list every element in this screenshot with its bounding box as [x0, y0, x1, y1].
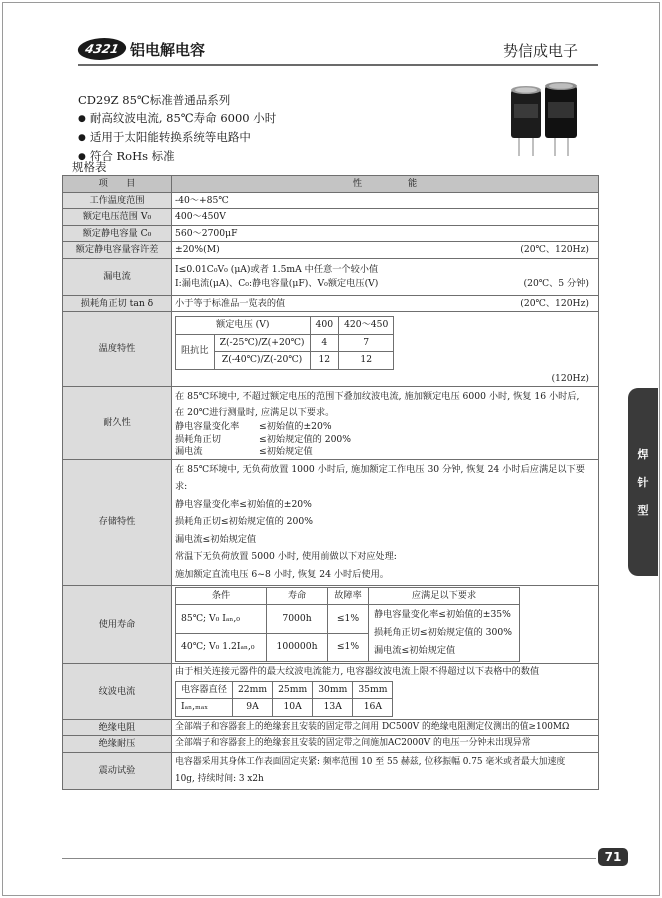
impedance-value: 7 [339, 334, 394, 352]
vibration-line: 电容器采用其身体工作表面固定夹紧: 频率范围 10 至 55 赫兹, 位移振幅 0.75 毫米或者最大加速度 [175, 756, 566, 767]
ripple-row-label: Iₐₙ,ₘₐₓ [176, 699, 233, 717]
impedance-condition: Z(-25℃)/Z(+20℃) [214, 334, 310, 352]
row-leakage [63, 258, 599, 295]
row-tan-delta [63, 295, 599, 312]
ripple-row [176, 699, 393, 717]
impedance-group-label: 阻抗比 [176, 334, 215, 369]
label-tan-delta: 损耗角正切 tan δ [63, 295, 172, 312]
category-tab-char: 针 [637, 476, 649, 489]
endurance-item [175, 446, 595, 459]
cell-leakage [172, 258, 599, 295]
endurance-item-name: 漏电流 [175, 446, 203, 457]
endurance-item-value: ≤初始规定值的 200% [259, 433, 352, 445]
storage-line: 漏电流≤初始规定值 [175, 533, 257, 545]
value-insulation-voltage: 全部端子和容器套上的绝缘套且安装的固定带之间施加AC2000V 的电压一分钟未出现异常 [172, 736, 599, 753]
row-temp-range [63, 192, 599, 209]
header-logo [78, 38, 205, 60]
feature-bullet: ● 符合 RoHs 标准 [78, 148, 276, 167]
label-insulation-resistance: 绝缘电阻 [63, 719, 172, 736]
impedance-header-420-450: 420～450 [339, 317, 394, 335]
storage-line: 在 85℃环境中, 无负荷放置 1000 小时后, 施加额定工作电压 30 分钟, 恢复 24 小时后应满足以下要 [175, 463, 585, 475]
impedance-header [176, 317, 394, 335]
label-endurance: 耐久性 [63, 387, 172, 460]
label-voltage-range: 额定电压范围 V₀ [63, 209, 172, 226]
vibration-line: 10g, 持续时间: 3 x2h [175, 773, 264, 784]
row-endurance [63, 387, 599, 460]
ripple-current: 16A [353, 699, 393, 717]
life-condition: 40℃; V₀ 1.2Iₐₙ,₀ [176, 633, 267, 662]
series-title: CD29Z 85℃标准普通品系列 [78, 93, 231, 107]
endurance-text: 在 85℃环境中, 不超过额定电压的范围下叠加纹波电流, 施加额定电压 6000 小时, 恢复 16 小时后, [175, 391, 580, 402]
label-ripple: 纹波电流 [63, 664, 172, 720]
impedance-ratio-table [175, 316, 394, 370]
storage-line: 求: [175, 481, 188, 493]
cond-tan-delta: (20℃、120Hz) [520, 297, 589, 309]
life-failure: ≤1% [328, 633, 369, 662]
row-cap-tolerance [63, 242, 599, 259]
header-performance: 性 能 [172, 176, 599, 193]
page-number: 71 [598, 848, 628, 866]
row-temp-char [63, 312, 599, 387]
spec-table-label: 规格表 [72, 160, 107, 174]
footer-divider [62, 858, 596, 859]
life-row [176, 605, 520, 634]
ripple-diameter: 25mm [273, 681, 313, 699]
endurance-item [175, 421, 595, 434]
ripple-diameter: 35mm [353, 681, 393, 699]
life-header-life: 寿命 [267, 587, 328, 605]
cond-cap-tolerance: (20℃、120Hz) [520, 244, 589, 255]
feature-bullet: ● 耐高纹波电流, 85℃寿命 6000 小时 [78, 110, 276, 129]
label-temp-range: 工作温度范围 [63, 192, 172, 209]
capacitor-photo [505, 82, 585, 162]
life-requirement: 静电容量变化率≤初始值的±35% [374, 609, 511, 621]
category-tab-char: 焊 [637, 448, 649, 461]
endurance-item-value: ≤初始规定值 [259, 446, 313, 457]
label-life: 使用寿命 [63, 585, 172, 664]
cell-tan-delta [172, 295, 599, 312]
impedance-condition: Z(-40℃)/Z(-20℃) [214, 352, 310, 370]
label-vibration: 震动试验 [63, 752, 172, 789]
impedance-value: 12 [310, 352, 339, 370]
value-cap-tolerance: ±20%(M) [175, 244, 220, 255]
label-capacitance-range: 额定静电容量 C₀ [63, 225, 172, 242]
ripple-current: 9A [232, 699, 272, 717]
row-voltage-range [63, 209, 599, 226]
cell-vibration [172, 752, 599, 789]
endurance-text: 在 20℃进行测量时, 应满足以下要求。 [175, 407, 335, 418]
cell-temp-char [172, 312, 599, 387]
label-storage: 存储特性 [63, 459, 172, 585]
row-life [63, 585, 599, 664]
cond-leakage: (20℃、5 分钟) [523, 277, 589, 289]
ripple-diameter: 30mm [313, 681, 353, 699]
logo-mark: 4321 [76, 38, 129, 60]
life-header-failure: 故障率 [328, 587, 369, 605]
life-requirement: 损耗角正切≤初始规定值的 300% [374, 627, 512, 639]
value-capacitance-range: 560～2700μF [172, 225, 599, 242]
ripple-current: 10A [273, 699, 313, 717]
endurance-item [175, 434, 595, 447]
endurance-item-name: 损耗角正切 [175, 433, 221, 445]
ripple-header-diameter: 电容器直径 [176, 681, 233, 699]
impedance-value: 12 [339, 352, 394, 370]
spec-header-row [63, 176, 599, 193]
row-storage [63, 459, 599, 585]
impedance-header-voltage: 额定电压 (V) [176, 317, 311, 335]
cell-life [172, 585, 599, 664]
series-intro [78, 92, 276, 167]
leakage-legend: I:漏电流(μA)、C₀:静电容量(μF)、V₀额定电压(V) [175, 277, 379, 289]
storage-line: 静电容量变化率≤初始值的±20% [175, 498, 312, 510]
ripple-diameter: 22mm [232, 681, 272, 699]
label-temp-char: 温度特性 [63, 312, 172, 387]
life-hours: 100000h [267, 633, 328, 662]
cell-storage [172, 459, 599, 585]
category-tab-char: 型 [637, 504, 649, 517]
feature-bullet: ● 适用于太阳能转换系统等电路中 [78, 129, 276, 148]
cell-cap-tolerance [172, 242, 599, 259]
row-ripple [63, 664, 599, 720]
storage-line: 施加额定直流电压 6~8 小时, 恢复 24 小时后使用。 [175, 569, 389, 581]
value-voltage-range: 400～450V [172, 209, 599, 226]
row-insulation-voltage [63, 736, 599, 753]
value-tan-delta: 小于等于标准品一览表的值 [175, 297, 286, 309]
row-vibration [63, 752, 599, 789]
life-failure: ≤1% [328, 605, 369, 634]
ripple-text: 由于相关连接元器件的最大纹波电流能力, 电容器纹波电流上限不得超过以下表格中的数值 [175, 666, 540, 678]
storage-line: 损耗角正切≤初始规定值的 200% [175, 516, 313, 528]
header-divider [78, 64, 598, 66]
life-requirements [369, 605, 520, 662]
label-insulation-voltage: 绝缘耐压 [63, 736, 172, 753]
spec-table [62, 175, 599, 790]
leakage-formula: I≤0.01C₀V₀ (μA)或者 1.5mA 中任意一个较小值 [175, 264, 379, 275]
life-header-condition: 条件 [176, 587, 267, 605]
impedance-header-400: 400 [310, 317, 339, 335]
header-title: 铝电解电容 [130, 40, 206, 59]
category-tab [628, 388, 658, 576]
label-cap-tolerance: 额定静电容量容许差 [63, 242, 172, 259]
row-insulation-resistance [63, 719, 599, 736]
brand-name: 势信成电子 [502, 42, 578, 60]
label-leakage: 漏电流 [63, 258, 172, 295]
life-requirement: 漏电流≤初始规定值 [374, 645, 456, 657]
capacitor-right [545, 82, 577, 156]
cell-endurance [172, 387, 599, 460]
impedance-row [176, 334, 394, 352]
ripple-current: 13A [313, 699, 353, 717]
row-capacitance-range [63, 225, 599, 242]
cell-ripple [172, 664, 599, 720]
endurance-item-name: 静电容量变化率 [175, 421, 240, 432]
life-hours: 7000h [267, 605, 328, 634]
endurance-item-value: ≤初始值的±20% [259, 421, 332, 432]
life-header [176, 587, 520, 605]
life-table [175, 587, 520, 663]
impedance-value: 4 [310, 334, 339, 352]
life-condition: 85℃; V₀ Iₐₙ,₀ [176, 605, 267, 634]
cond-temp-char: (120Hz) [551, 372, 589, 384]
ripple-header [176, 681, 393, 699]
value-temp-range: -40～+85℃ [172, 192, 599, 209]
capacitor-left [511, 86, 541, 156]
ripple-table [175, 681, 393, 717]
header-item: 项 目 [63, 176, 172, 193]
storage-line: 常温下无负荷放置 5000 小时, 使用前做以下对应处理: [175, 551, 397, 563]
life-header-requirement: 应满足以下要求 [369, 587, 520, 605]
value-insulation-resistance: 全部端子和容器套上的绝缘套且安装的固定带之间用 DC500V 的绝缘电阻测定仪测出的值≥100MΩ [172, 719, 599, 736]
